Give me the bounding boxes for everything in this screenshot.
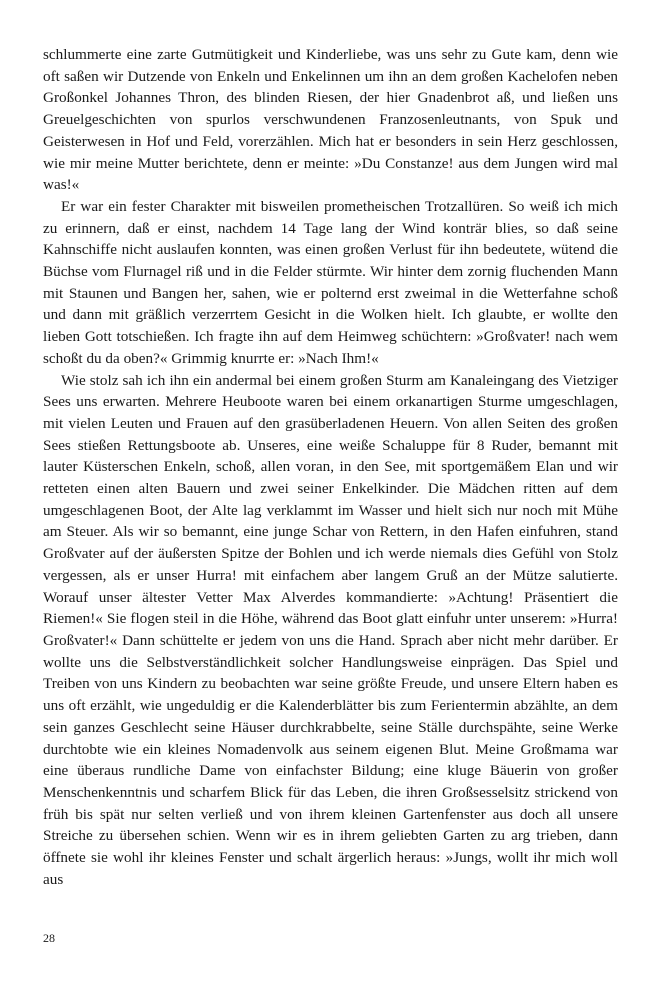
page-number: 28 — [43, 931, 55, 945]
page-body — [43, 44, 618, 890]
paragraph-3: Wie stolz sah ich ihn ein andermal bei einem großen Sturm am Kanaleingang des Vietziger Sees uns erwarten. Mehrere Heuboote waren bei einem orkanartigen Sturme umgeschlagen, mit vielen Leuten und Frauen auf den grasüberladenen Heuern. Von allen Seiten des großen Sees stießen Rettungsboote ab. Unseres, eine weiße Schaluppe für 8 Ruder, bemannt mit lauter Küsterschen Enkeln, schoß, allen voran, in den See, mit sportgemäßem Elan und wir retteten einen alten Bauern und zwei seiner Enkelkinder. Die Mädchen ritten auf dem umgeschlagenen Boot, der Alte lag verklammt im Wasser und hielt sich nur noch mit Mühe am Steuer. Als wir so bemannt, eine junge Schar von Rettern, in den Hafen einfuhren, stand Großvater auf der äußersten Spitze der Bohlen und ich werde niemals dies Gefühl von Stolz vergessen, als er unser Hurra! mit einfachem aber langem Gruß an der Mütze salutierte. Worauf unser ältester Vetter Max Alverdes kommandierte: »Achtung! Präsentiert die Riemen!« Sie flogen steil in die Höhe, während das Boot glatt einfuhr unter unserem: »Hurra! Großvater!« Dann schüttelte er jedem von uns die Hand. Sprach aber nicht mehr darüber. Er wollte uns die Selbstverständlichkeit solcher Handlungsweise einprägen. Das Spiel und Treiben von uns Kindern zu beobachten war seine größte Freude, und unsere Eltern haben es uns oft erzählt, wie ungeduldig er die Kalenderblätter bis zum Ferientermin abzählte, an dem sein ganzes Geschlecht seine Häuser durchkrabbelte, seine Ställe durchspähte, seine Werke durchtobte wie ein kleines Nomadenvolk aus seinem eigenen Blut. Meine Großmama war eine überaus rundliche Dame von einfachster Bildung; eine kluge Bäuerin von großer Menschenkenntnis und scharfem Blick für das Leben, die ihren Großsesselsitz strickend von früh bis spät nur selten verließ und von ihrem kleinen Gartenfenster aus doch all unsere Streiche zu übersehen schien. Wenn wir es in ihrem geliebten Garten zu arg trieben, dann öffnete sie wohl ihr kleines Fenster und schalt ärgerlich heraus: »Jungs, wollt ihr mich woll aus — [43, 371, 618, 888]
paragraph-2: Er war ein fester Charakter mit bisweilen prometheischen Trotzallüren. So weiß ich mich zu erinnern, daß er einst, nachdem 14 Tage lang der Wind konträr blies, so daß seine Kahnschiffe nicht auslaufen konnten, was einen großen Verlust für ihn bedeutete, wütend die Büchse vom Flurnagel riß und in die Felder stürmte. Wir hinter dem zornig fluchenden Mann mit Staunen und Bangen her, sahen, wie er polternd erst zweimal in die Wetterfahne schoß und dann mit gräßlich verzerrtem Gesicht in die Wolken hielt. Ich glaubte, er wollte den lieben Gott totschießen. Ich fragte ihn auf dem Heimweg schüchtern: »Großvater! nach wem schoßt du da oben?« Grimmig knurrte er: »Nach Ihm!« — [43, 197, 618, 367]
paragraph-1: schlummerte eine zarte Gutmütigkeit und Kinderliebe, was uns sehr zu Gute kam, denn wie oft saßen wir Dutzende von Enkeln und Enkelinnen um ihn an dem großen Kachelofen neben Großonkel Johannes Thron, des blinden Riesen, der hier Gnadenbrot aß, und ließen uns Greuelgeschichten von spurlos verschwundenen Franzosenleutnants, von Spuk und Geisterwesen in Hof und Feld, vorerzählen. Mich hat er besonders in sein Herz geschlossen, wie mir meine Mutter berichtete, denn er meinte: »Du Constanze! aus dem Jungen wird mal was!« — [43, 46, 618, 194]
